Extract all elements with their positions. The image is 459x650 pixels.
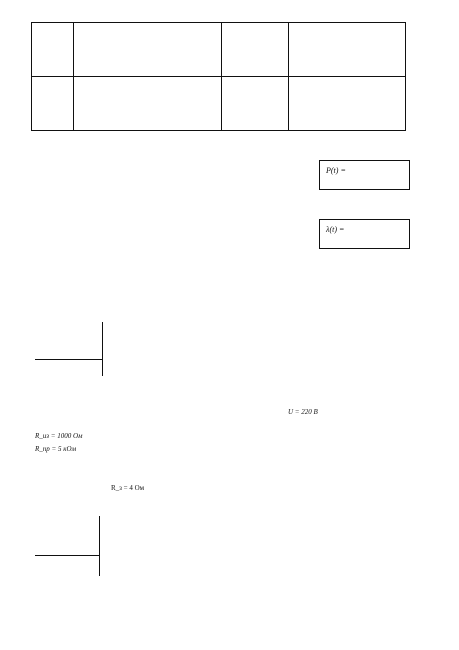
ground-resistance-value: R_з = 4 Ом [111, 484, 145, 492]
failure-rate-formula-box [319, 219, 410, 249]
table-cell [289, 23, 406, 77]
axis-horizontal-line-1 [35, 359, 103, 360]
empty-table [31, 22, 406, 131]
table-cell [222, 77, 289, 131]
table-cell [74, 23, 222, 77]
table-cell [32, 23, 74, 77]
table-cell [222, 23, 289, 77]
axis-vertical-line-1 [102, 322, 103, 376]
transition-resistance-value: R_пр = 5 кОм [35, 445, 77, 453]
axis-vertical-line-2 [99, 516, 100, 576]
axis-horizontal-line-2 [35, 555, 100, 556]
failure-rate-formula-label: λ(t) = [326, 225, 345, 234]
probability-formula-label: P(t) = [326, 166, 346, 175]
table-cell [74, 77, 222, 131]
table-cell [289, 77, 406, 131]
probability-formula-box [319, 160, 410, 190]
table-row [32, 23, 406, 77]
table-row [32, 77, 406, 131]
table-cell [32, 77, 74, 131]
insulation-resistance-value: R_из = 1000 Ом [35, 432, 83, 440]
voltage-value: U = 220 В [288, 408, 318, 416]
